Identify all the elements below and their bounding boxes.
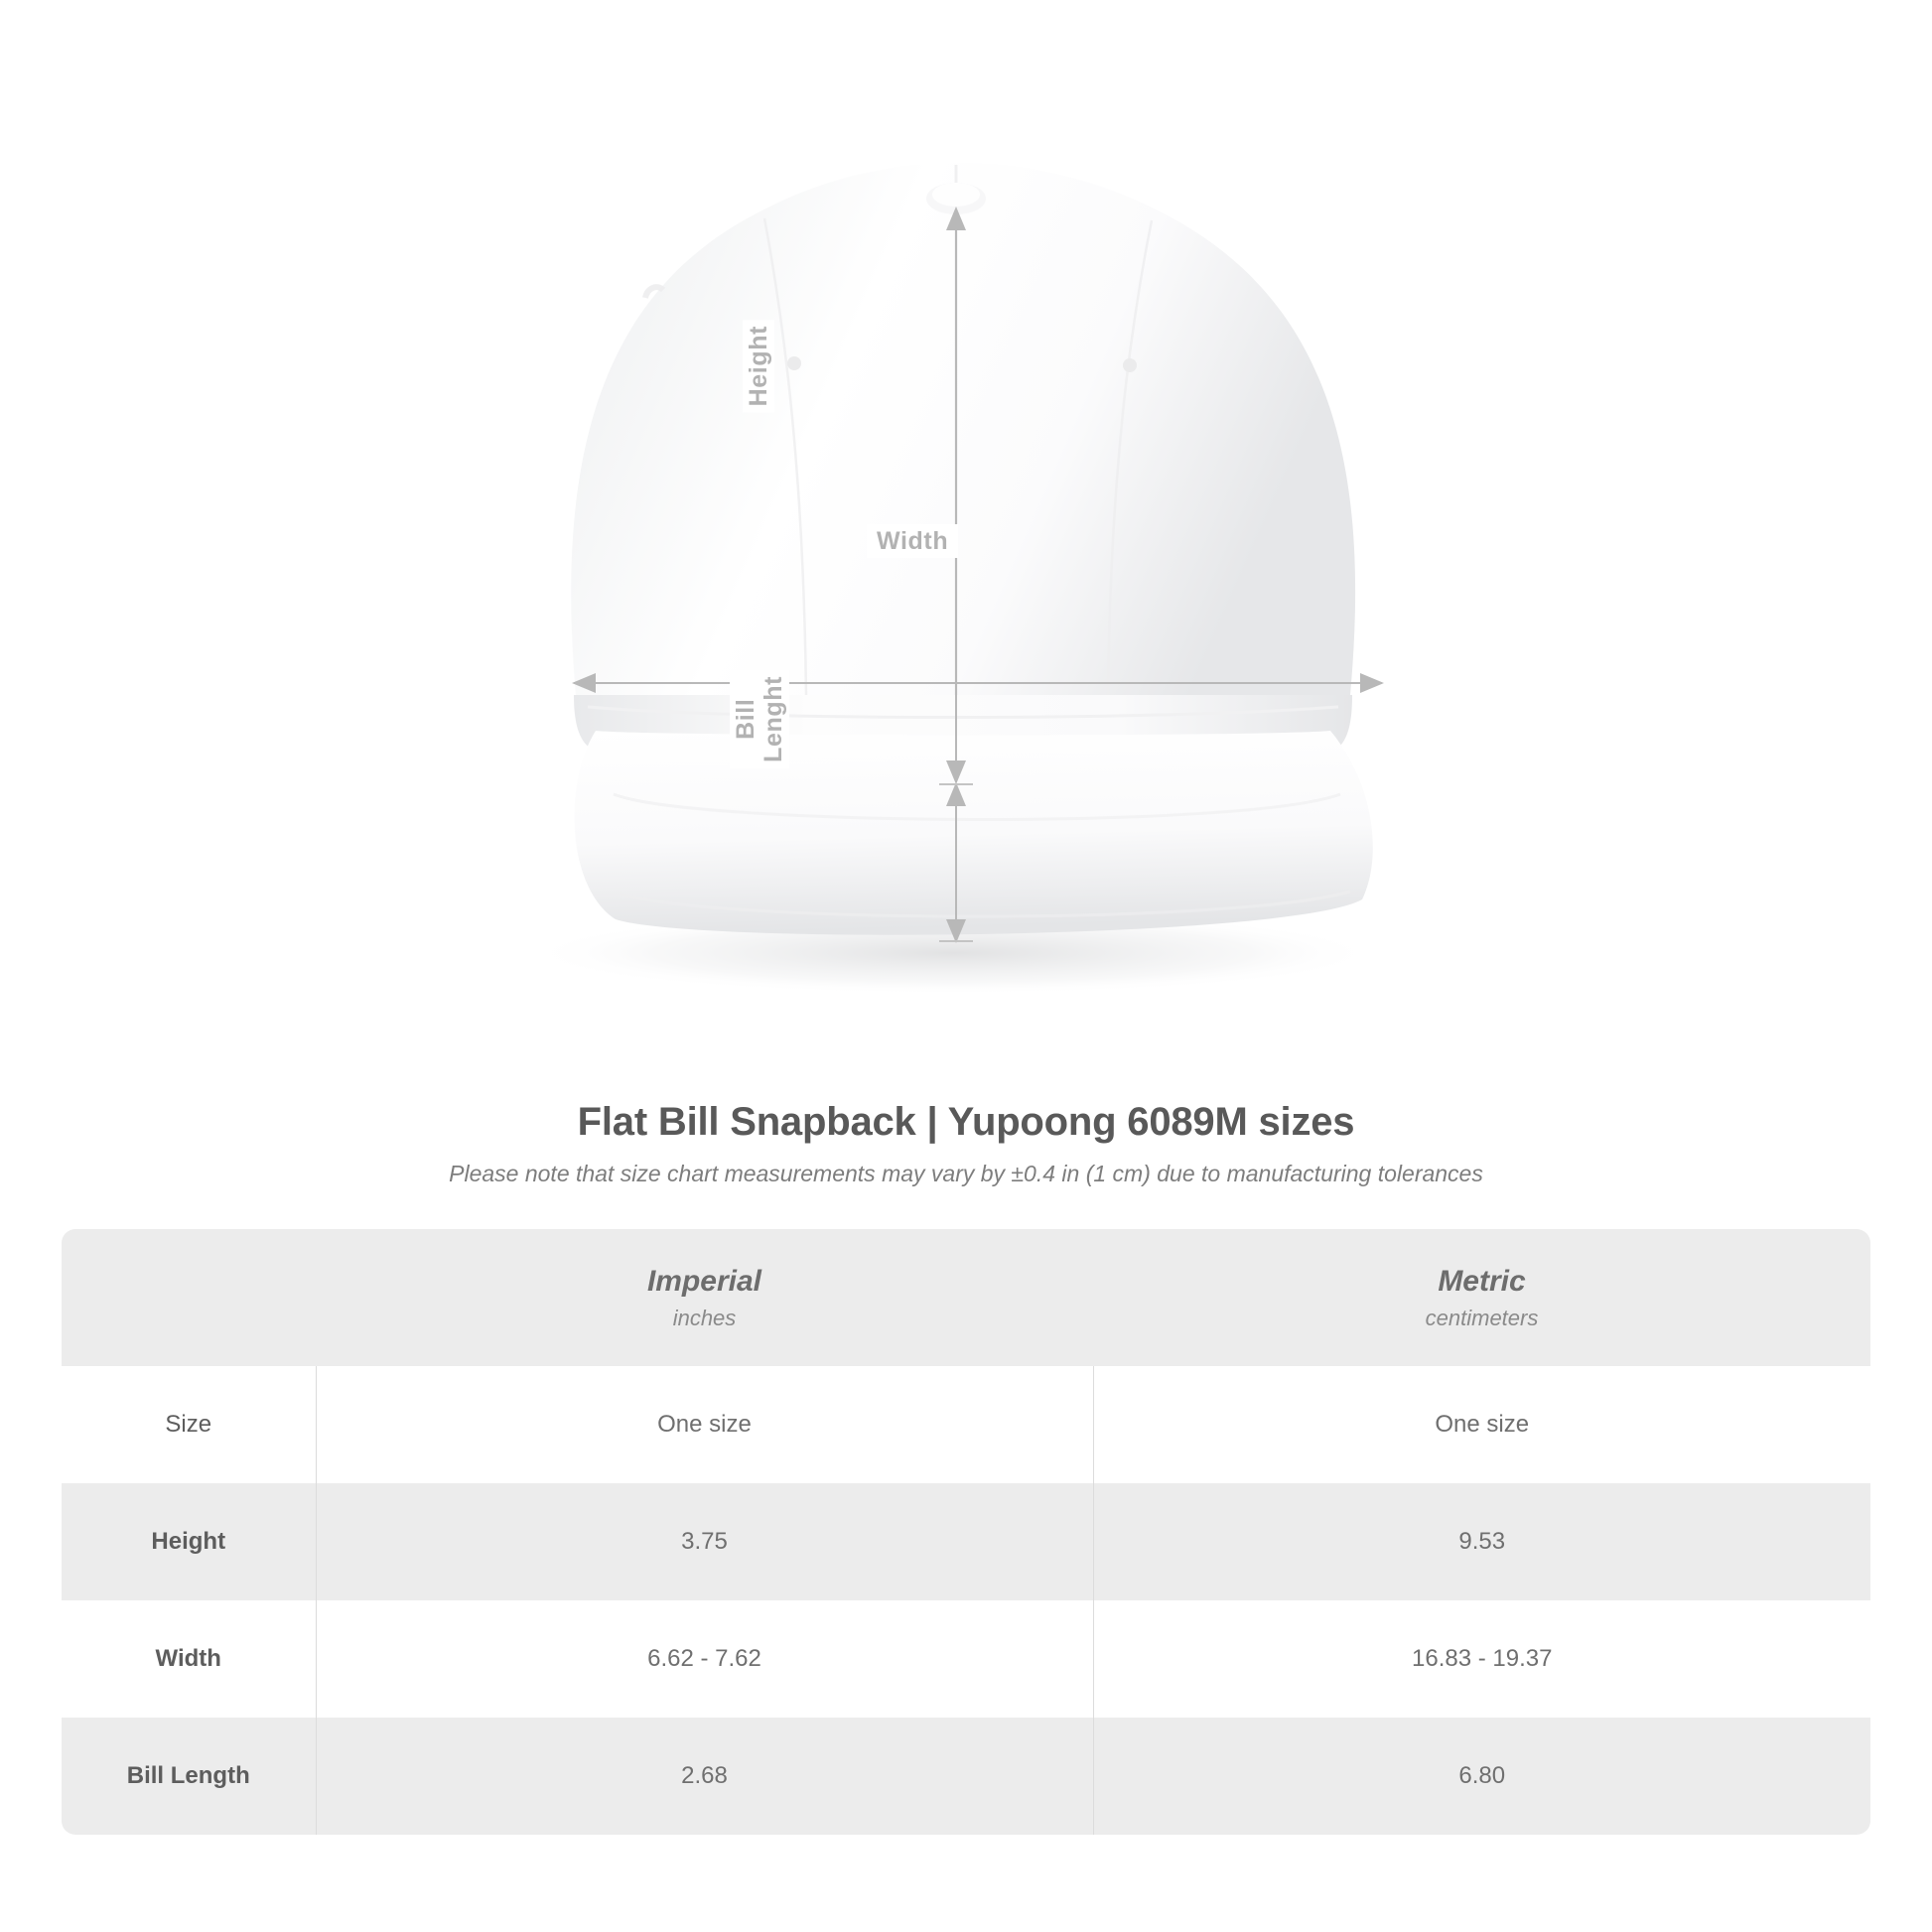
size-table-head [62,1229,1870,1366]
header-cell-blank [62,1229,316,1366]
cell-bill-length-imperial: 2.68 [316,1718,1093,1835]
cap-eyelet-left [787,356,801,370]
cell-width-metric: 16.83 - 19.37 [1093,1600,1870,1718]
cell-height-imperial: 3.75 [316,1483,1093,1600]
header-metric-label: Metric [1438,1264,1526,1298]
title-block [0,1100,1932,1187]
dimension-label-height: Height [743,320,774,412]
dimension-label-bill-length: Bill Lenght [730,670,789,768]
table-header-row [62,1229,1870,1366]
table-row [62,1600,1870,1718]
cell-size-imperial: One size [316,1366,1093,1483]
header-imperial-label: Imperial [646,1264,762,1298]
cell-bill-length-metric: 6.80 [1093,1718,1870,1835]
header-cell-imperial [316,1229,1093,1366]
table-row [62,1718,1870,1835]
row-label-bill-length: Bill Length [62,1718,316,1835]
cell-size-metric: One size [1093,1366,1870,1483]
size-table [62,1229,1870,1835]
tolerance-note: Please note that size chart measurements may vary by ±0.4 in (1 cm) due to manufacturing tolerances [449,1161,1483,1186]
header-imperial-sub: inches [672,1305,737,1330]
row-label-height: Height [62,1483,316,1600]
cap-eyelet-right [1123,358,1137,372]
row-label-width: Width [155,1645,221,1672]
header-metric-sub: centimeters [1425,1305,1539,1330]
table-row [62,1366,1870,1483]
page-title: Flat Bill Snapback | Yupoong 6089M sizes [577,1100,1355,1144]
row-label-size: Size [165,1411,212,1438]
cap-crown [571,163,1355,695]
size-table-body [62,1366,1870,1835]
header-cell-metric [1093,1229,1870,1366]
size-table-wrapper [62,1229,1870,1835]
dimension-label-width: Width [867,524,958,558]
cell-width-imperial: 6.62 - 7.62 [316,1600,1093,1718]
table-row [62,1483,1870,1600]
cell-height-metric: 9.53 [1093,1483,1870,1600]
